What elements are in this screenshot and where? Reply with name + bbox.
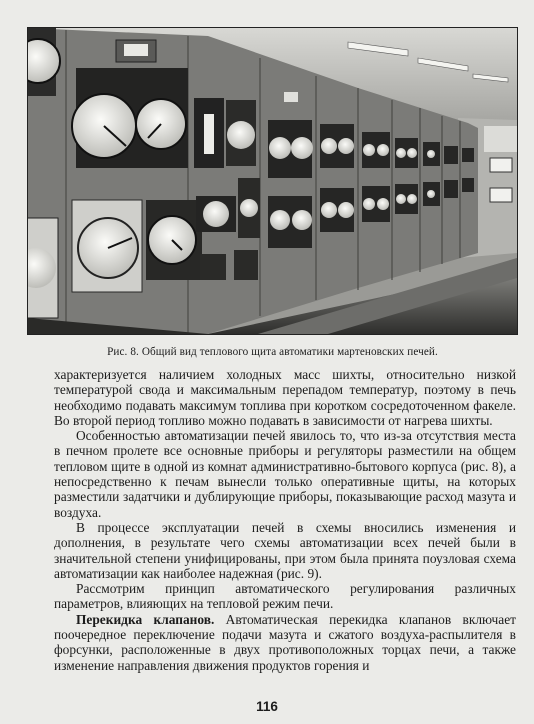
paragraph: характеризуется наличием холодных масс шихты, относительно низкой температурой свода и максимальным перепадом температур, поэтому в печь необходимо подавать максимум топлива при коротком сосредоточенном факеле. Во второй период топливо можно подавать в зависимости от нагрева шихты.	[54, 367, 516, 428]
paragraph: Особенностью автоматизации печей явилось то, что из-за отсутствия места в печном пролете все основные приборы и регуляторы разместили на общем тепловом щите в одной из комнат административно-бытового корпуса (рис. 8), а непосредственно к печам вынесли только оперативные щиты, на которых разместили задатчики и дублирующие приборы, показывающие расход мазута и воздуха.	[54, 428, 516, 520]
figure-caption: Рис. 8. Общий вид теплового щита автоматики мартеновских печей.	[107, 346, 438, 358]
page-number: 116	[256, 699, 278, 714]
paragraph	[54, 612, 516, 673]
body-text	[54, 367, 516, 673]
paragraph-heading: Перекидка клапанов.	[76, 611, 215, 627]
control-panel-photo	[27, 27, 518, 335]
paragraph-text: Автоматическая перекидка клапанов включает поочередное переключение подачи мазута и сжатого воздуха-распылителя в форсунки, расположенные в двух противоположных торцах печи, а также изменение направления движения продуктов горения и	[54, 611, 516, 673]
paragraph: Рассмотрим принцип автоматического регулирования различных параметров, влияющих на тепловой режим печи.	[54, 581, 516, 612]
paragraph: В процессе эксплуатации печей в схемы вносились изменения и дополнения, в результате чего схемы автоматизации всех печей были в значительной степени унифицированы, при этом была принята поузловая схема автоматизации как наиболее надежная (рис. 9).	[54, 519, 516, 581]
